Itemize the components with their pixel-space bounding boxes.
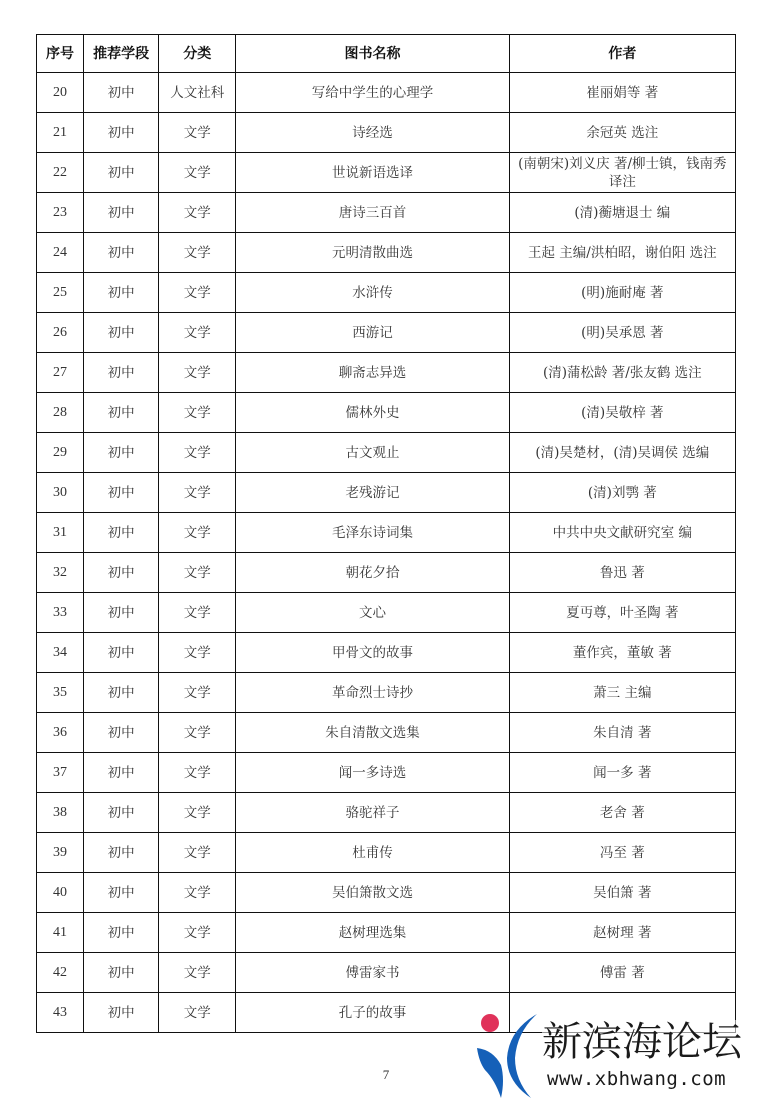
table-row <box>37 73 736 113</box>
cell-stage: 初中 <box>84 913 159 953</box>
cell-category: 文学 <box>159 593 236 633</box>
cell-author: 吴伯箫 著 <box>509 873 735 913</box>
cell-no: 23 <box>37 193 84 233</box>
cell-no: 33 <box>37 593 84 633</box>
cell-stage: 初中 <box>84 673 159 713</box>
cell-category: 文学 <box>159 113 236 153</box>
cell-author: 闻一多 著 <box>509 753 735 793</box>
cell-category: 文学 <box>159 633 236 673</box>
cell-stage: 初中 <box>84 273 159 313</box>
cell-stage: 初中 <box>84 953 159 993</box>
cell-stage: 初中 <box>84 833 159 873</box>
cell-stage: 初中 <box>84 513 159 553</box>
cell-no: 35 <box>37 673 84 713</box>
cell-stage: 初中 <box>84 633 159 673</box>
cell-no: 25 <box>37 273 84 313</box>
cell-author: 老舍 著 <box>509 793 735 833</box>
table-row <box>37 593 736 633</box>
page-number: 7 <box>382 1067 390 1082</box>
cell-category: 文学 <box>159 993 236 1033</box>
table-row <box>37 713 736 753</box>
cell-no: 27 <box>37 353 84 393</box>
cell-title: 闻一多诗选 <box>236 753 509 793</box>
cell-stage: 初中 <box>84 353 159 393</box>
cell-category: 文学 <box>159 913 236 953</box>
cell-category: 文学 <box>159 153 236 193</box>
cell-no: 34 <box>37 633 84 673</box>
cell-title: 文心 <box>236 593 509 633</box>
cell-category: 人文社科 <box>159 73 236 113</box>
cell-no: 26 <box>37 313 84 353</box>
cell-category: 文学 <box>159 513 236 553</box>
cell-category: 文学 <box>159 193 236 233</box>
table-row <box>37 633 736 673</box>
cell-stage: 初中 <box>84 593 159 633</box>
cell-no: 41 <box>37 913 84 953</box>
cell-category: 文学 <box>159 353 236 393</box>
cell-title: 傅雷家书 <box>236 953 509 993</box>
table-row <box>37 313 736 353</box>
cell-stage: 初中 <box>84 393 159 433</box>
cell-author: (明)吴承恩 著 <box>509 313 735 353</box>
cell-no: 36 <box>37 713 84 753</box>
cell-title: 古文观止 <box>236 433 509 473</box>
cell-no: 38 <box>37 793 84 833</box>
cell-author: 鲁迅 著 <box>509 553 735 593</box>
cell-title: 革命烈士诗抄 <box>236 673 509 713</box>
table-row <box>37 513 736 553</box>
watermark-url: www.xbhwang.com <box>547 1068 727 1090</box>
cell-no: 43 <box>37 993 84 1033</box>
cell-title: 西游记 <box>236 313 509 353</box>
table-row <box>37 193 736 233</box>
cell-title: 毛泽东诗词集 <box>236 513 509 553</box>
cell-author: 王起 主编/洪柏昭，谢伯阳 选注 <box>509 233 735 273</box>
table-row <box>37 473 736 513</box>
cell-author: (清)刘鹗 著 <box>509 473 735 513</box>
cell-category: 文学 <box>159 793 236 833</box>
cell-no: 28 <box>37 393 84 433</box>
cell-no: 21 <box>37 113 84 153</box>
table-row <box>37 113 736 153</box>
cell-author: (清)吴敬梓 著 <box>509 393 735 433</box>
cell-no: 29 <box>37 433 84 473</box>
header-stage: 推荐学段 <box>84 35 159 73</box>
table-row <box>37 953 736 993</box>
cell-title: 唐诗三百首 <box>236 193 509 233</box>
cell-title: 骆驼祥子 <box>236 793 509 833</box>
cell-title: 水浒传 <box>236 273 509 313</box>
cell-author: (南朝宋)刘义庆 著/柳士镇，钱南秀 译注 <box>509 153 735 193</box>
table-row <box>37 913 736 953</box>
cell-title: 甲骨文的故事 <box>236 633 509 673</box>
cell-category: 文学 <box>159 313 236 353</box>
cell-author: 傅雷 著 <box>509 953 735 993</box>
table-row <box>37 273 736 313</box>
table-row <box>37 153 736 193</box>
cell-author: 崔丽娟等 著 <box>509 73 735 113</box>
watermark <box>475 1010 772 1100</box>
cell-stage: 初中 <box>84 553 159 593</box>
cell-stage: 初中 <box>84 113 159 153</box>
cell-category: 文学 <box>159 433 236 473</box>
cell-no: 24 <box>37 233 84 273</box>
cell-category: 文学 <box>159 473 236 513</box>
cell-title: 杜甫传 <box>236 833 509 873</box>
cell-stage: 初中 <box>84 753 159 793</box>
cell-no: 37 <box>37 753 84 793</box>
cell-author: 董作宾，董敏 著 <box>509 633 735 673</box>
cell-category: 文学 <box>159 753 236 793</box>
cell-author: 朱自清 著 <box>509 713 735 753</box>
cell-stage: 初中 <box>84 433 159 473</box>
table-row <box>37 553 736 593</box>
cell-author: (清)蒲松龄 著/张友鹤 选注 <box>509 353 735 393</box>
cell-category: 文学 <box>159 233 236 273</box>
header-author: 作者 <box>509 35 735 73</box>
cell-no: 20 <box>37 73 84 113</box>
cell-author: 萧三 主编 <box>509 673 735 713</box>
book-list-table <box>36 34 736 1033</box>
header-category: 分类 <box>159 35 236 73</box>
cell-stage: 初中 <box>84 193 159 233</box>
cell-title: 吴伯箫散文选 <box>236 873 509 913</box>
cell-stage: 初中 <box>84 473 159 513</box>
cell-category: 文学 <box>159 393 236 433</box>
cell-stage: 初中 <box>84 793 159 833</box>
xbh-logo-icon <box>475 1010 545 1100</box>
table-row <box>37 673 736 713</box>
cell-stage: 初中 <box>84 713 159 753</box>
cell-title: 孔子的故事 <box>236 993 509 1033</box>
table-row <box>37 353 736 393</box>
cell-category: 文学 <box>159 833 236 873</box>
cell-title: 元明清散曲选 <box>236 233 509 273</box>
cell-author: 赵树理 著 <box>509 913 735 953</box>
cell-no: 42 <box>37 953 84 993</box>
cell-stage: 初中 <box>84 233 159 273</box>
cell-no: 32 <box>37 553 84 593</box>
table-row <box>37 793 736 833</box>
cell-title: 世说新语选译 <box>236 153 509 193</box>
table-row <box>37 833 736 873</box>
table-row <box>37 233 736 273</box>
cell-stage: 初中 <box>84 73 159 113</box>
cell-no: 39 <box>37 833 84 873</box>
cell-stage: 初中 <box>84 993 159 1033</box>
table-row <box>37 873 736 913</box>
cell-category: 文学 <box>159 673 236 713</box>
cell-stage: 初中 <box>84 313 159 353</box>
table-header-row <box>37 35 736 73</box>
cell-category: 文学 <box>159 553 236 593</box>
cell-category: 文学 <box>159 953 236 993</box>
cell-title: 写给中学生的心理学 <box>236 73 509 113</box>
table-row <box>37 393 736 433</box>
cell-author: 夏丏尊，叶圣陶 著 <box>509 593 735 633</box>
cell-title: 诗经选 <box>236 113 509 153</box>
cell-category: 文学 <box>159 873 236 913</box>
header-title: 图书名称 <box>236 35 509 73</box>
cell-category: 文学 <box>159 273 236 313</box>
cell-stage: 初中 <box>84 873 159 913</box>
cell-title: 老残游记 <box>236 473 509 513</box>
table-row <box>37 433 736 473</box>
cell-stage: 初中 <box>84 153 159 193</box>
cell-author: 中共中央文献研究室 编 <box>509 513 735 553</box>
cell-title: 赵树理选集 <box>236 913 509 953</box>
cell-title: 朝花夕拾 <box>236 553 509 593</box>
table-row <box>37 753 736 793</box>
cell-author: 余冠英 选注 <box>509 113 735 153</box>
cell-title: 聊斋志异选 <box>236 353 509 393</box>
cell-category: 文学 <box>159 713 236 753</box>
cell-author: (清)吴楚材，(清)吴调侯 选编 <box>509 433 735 473</box>
cell-author: (明)施耐庵 著 <box>509 273 735 313</box>
cell-no: 30 <box>37 473 84 513</box>
cell-title: 朱自清散文选集 <box>236 713 509 753</box>
cell-title: 儒林外史 <box>236 393 509 433</box>
cell-author: (清)蘅塘退士 编 <box>509 193 735 233</box>
cell-author: 冯至 著 <box>509 833 735 873</box>
cell-no: 40 <box>37 873 84 913</box>
cell-no: 22 <box>37 153 84 193</box>
cell-no: 31 <box>37 513 84 553</box>
header-no: 序号 <box>37 35 84 73</box>
watermark-title: 新滨海论坛 <box>542 1019 742 1065</box>
